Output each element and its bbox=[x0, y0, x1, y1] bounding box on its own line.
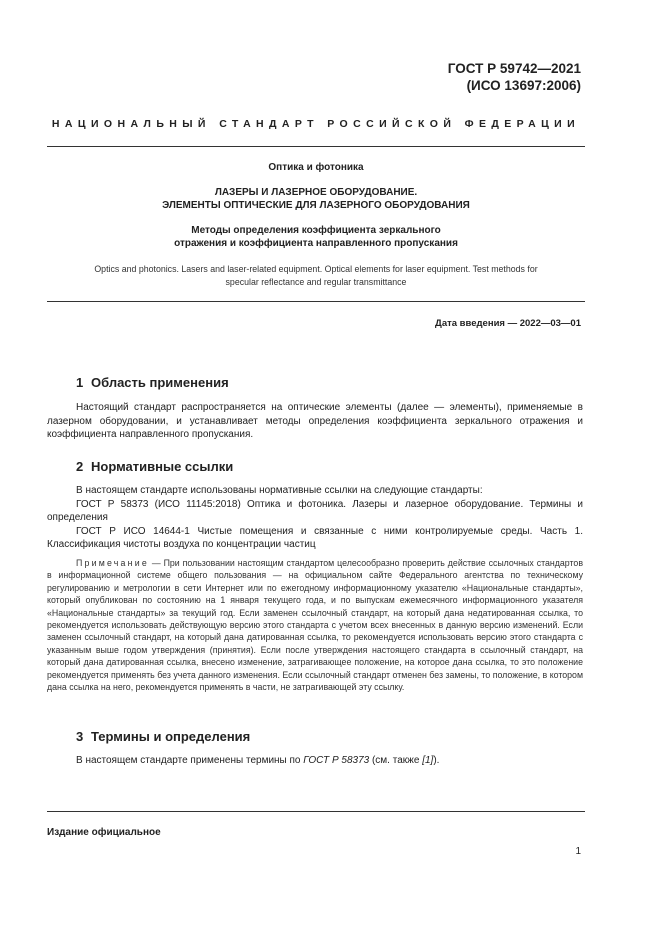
national-standard-title: НАЦИОНАЛЬНЫЙ СТАНДАРТ РОССИЙСКОЙ ФЕДЕРАЦИИ bbox=[51, 118, 581, 130]
section-1-paragraph: Настоящий стандарт распространяется на оптические элементы (далее — элементы), применяемые в лазерном оборудовании, и устанавливает методы определения коэффициента зеркального отражения и коэффициента направленного пропускания. bbox=[47, 402, 583, 440]
divider-top bbox=[47, 146, 585, 147]
document-number-block bbox=[448, 60, 581, 94]
section-3-text-mid: (см. также bbox=[369, 755, 423, 766]
section-2-text bbox=[47, 484, 583, 552]
section-3-text-post: ). bbox=[433, 755, 440, 766]
bibliography-reference: [1] bbox=[422, 755, 434, 766]
subtitle-line-2: отражения и коэффициента направленного пропускания bbox=[174, 238, 458, 249]
standard-number: ГОСТ Р 59742—2021 bbox=[447, 61, 581, 76]
subtitle bbox=[47, 224, 585, 250]
english-title bbox=[47, 263, 585, 288]
section-1-number: 1 bbox=[76, 375, 84, 390]
section-2-reference-2: ГОСТ Р ИСО 14644-1 Чистые помещения и связанные с ними контролируемые среды. Часть 1. Классификация чистоты воздуха по концентрации частиц bbox=[47, 525, 583, 550]
official-edition-label: Издание официальное bbox=[47, 827, 161, 838]
iso-equivalent: (ИСО 13697:2006) bbox=[466, 78, 581, 93]
gost-reference-link: ГОСТ Р 58373 bbox=[303, 755, 370, 766]
section-2-heading bbox=[76, 459, 233, 474]
section-3-text-pre: В настоящем стандарте применены термины по bbox=[76, 755, 304, 766]
section-2-note bbox=[47, 557, 583, 693]
section-3-heading bbox=[76, 729, 250, 744]
introduction-date: Дата введения — 2022—03—01 bbox=[435, 318, 581, 329]
standard-category: Оптика и фотоника bbox=[268, 162, 364, 173]
divider-bottom bbox=[47, 301, 585, 302]
section-2-number: 2 bbox=[76, 459, 84, 474]
section-1-heading bbox=[76, 375, 229, 390]
subtitle-line-1: Методы определения коэффициента зеркального bbox=[191, 225, 441, 236]
note-text: — При пользовании настоящим стандартом целесообразно проверить действие ссылочных стандартов в информационной системе общего пользования — на официальном сайте Федерального агентства по техническому регулированию и метрологии в сети Интернет или по ежегодному информационному указателю «Национальные стандарты», который опубликован по состоянию на 1 января текущего года, и по выпускам ежемесячного информационного указателя «Национальные стандарты» за текущий год. Если заменен ссылочный стандарт, на который дана недатированная ссылка, то рекомендуется использовать действующую версию этого стандарта с учетом всех внесенных в данную версию изменений. Если заменен ссылочный стандарт, на который дана датированная ссылка, то рекомендуется использовать версию этого стандарта с указанным выше годом утверждения (принятия). Если после утверждения настоящего стандарта в ссылочный стандарт, на который дана датированная ссылка, внесено изменение, затрагивающее положение, на которое дана ссылка, то это положение рекомендуется применять без учета данного изменения. Если ссылочный стандарт отменен без замены, то положение, в котором дана ссылка на него, рекомендуется применять в части, не затрагивающей эту ссылку. bbox=[47, 558, 583, 693]
main-title-line-2: ЭЛЕМЕНТЫ ОПТИЧЕСКИЕ ДЛЯ ЛАЗЕРНОГО ОБОРУДОВАНИЯ bbox=[162, 200, 470, 211]
english-title-line-1: Optics and photonics. Lasers and laser-related equipment. Optical elements for laser equipment. Test methods for bbox=[94, 264, 538, 274]
note-label: Примечание bbox=[76, 558, 149, 568]
section-3-text bbox=[47, 754, 583, 768]
section-3-paragraph bbox=[47, 754, 583, 768]
section-2-intro: В настоящем стандарте использованы нормативные ссылки на следующие стандарты: bbox=[76, 485, 483, 496]
section-1-title: Область применения bbox=[91, 375, 229, 390]
footer-divider bbox=[47, 811, 585, 812]
section-3-number: 3 bbox=[76, 729, 84, 744]
section-3-title: Термины и определения bbox=[91, 729, 251, 744]
main-title-line-1: ЛАЗЕРЫ И ЛАЗЕРНОЕ ОБОРУДОВАНИЕ. bbox=[214, 187, 418, 198]
section-1-text bbox=[47, 401, 583, 442]
english-title-line-2: specular reflectance and regular transmittance bbox=[225, 276, 407, 287]
main-title bbox=[47, 186, 585, 212]
section-2-reference-1: ГОСТ Р 58373 (ИСО 11145:2018) Оптика и фотоника. Лазеры и лазерное оборудование. Термины и определения bbox=[47, 498, 583, 523]
page-number: 1 bbox=[575, 846, 581, 857]
section-2-title: Нормативные ссылки bbox=[91, 459, 234, 474]
